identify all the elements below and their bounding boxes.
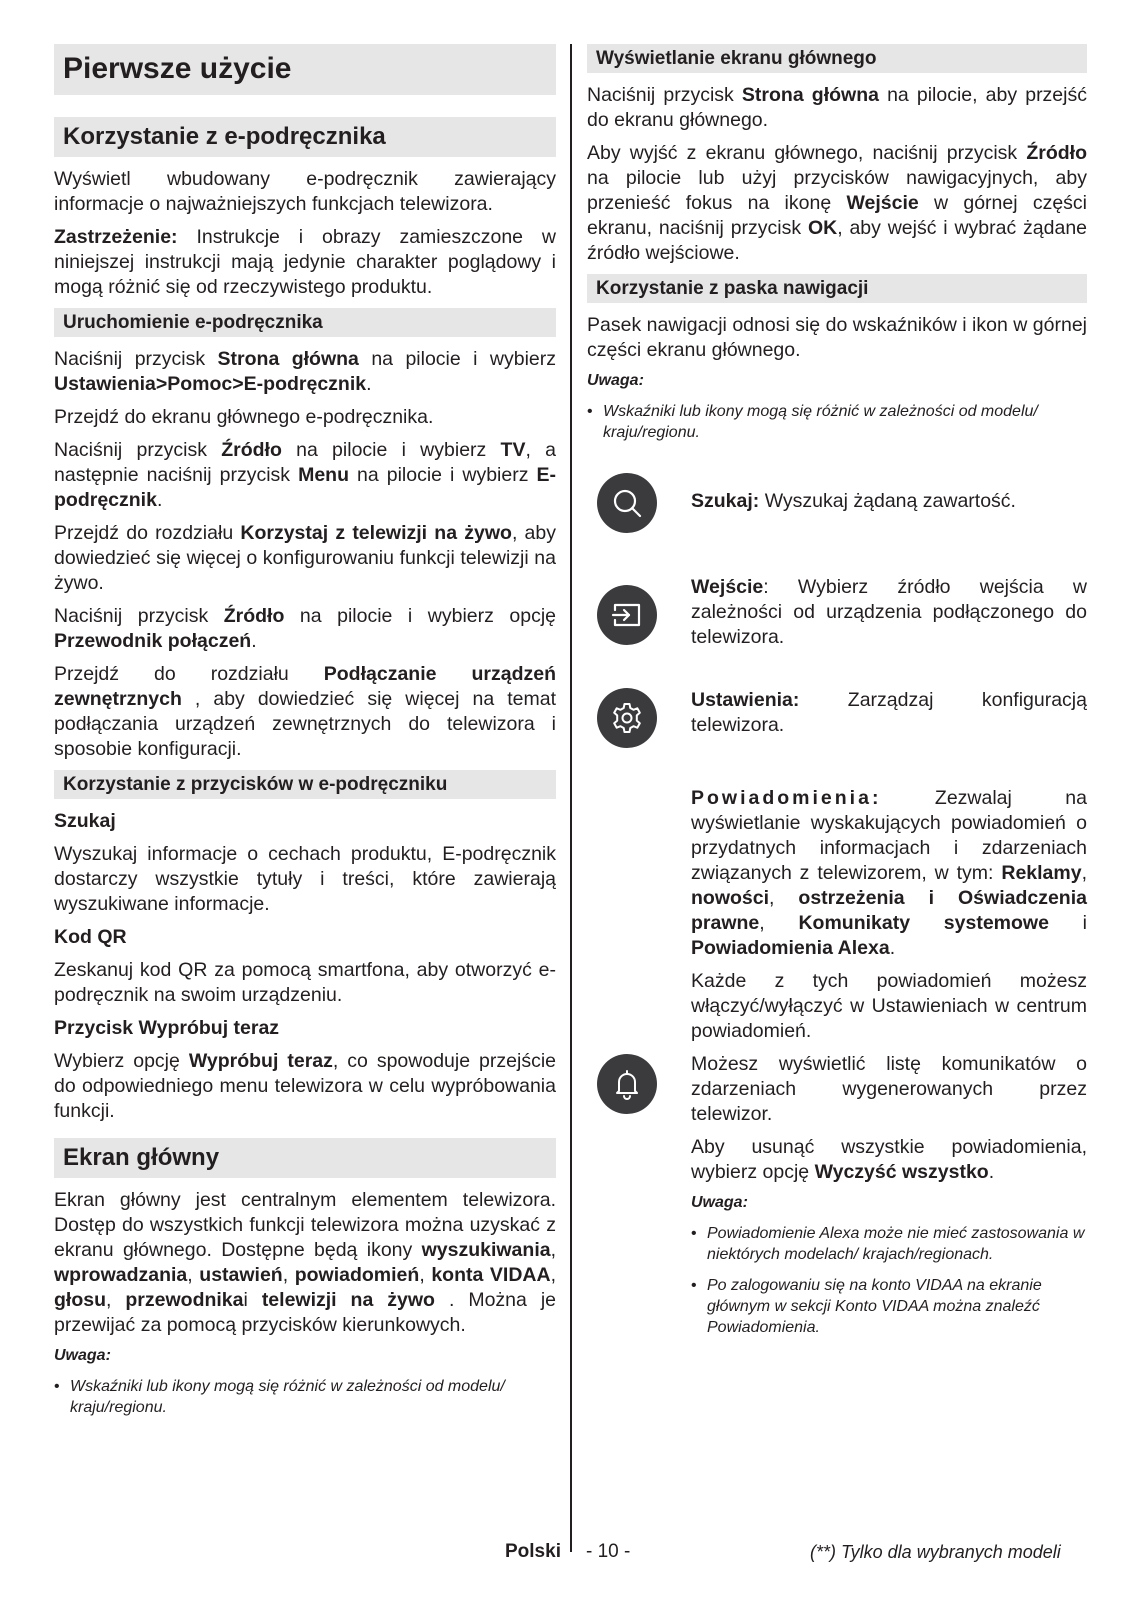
bold-text: Powiadomienia Alexa (691, 937, 890, 959)
note-label: Uwaga: (54, 1347, 111, 1364)
input-row (587, 575, 1087, 650)
qr-title: Kod QR (54, 926, 127, 948)
gear-icon (597, 688, 657, 748)
bell-icon (597, 1054, 657, 1114)
text: Naciśnij przycisk (54, 348, 218, 370)
bold-text: Przewodnik połączeń (54, 630, 252, 652)
text: , (769, 887, 799, 909)
text: na pilocie i wybierz (358, 348, 557, 370)
buttons-heading: Korzystanie z przycisków w e-podręczniku (54, 770, 556, 799)
text: na pilocie lub użyj przycisków nawigacyjnych, aby przenieść fokus na ikonę (587, 167, 1087, 214)
notifications-paragraph-1 (691, 786, 1087, 961)
launch-paragraph-4 (54, 521, 556, 596)
text: i (243, 1289, 262, 1311)
text: . (988, 1161, 995, 1183)
bold-text: wprowadzania (54, 1264, 188, 1286)
home-heading: Ekran główny (54, 1138, 556, 1178)
bold-text: E-podręcznik (54, 464, 556, 511)
bold-text: przewodnika (125, 1289, 244, 1311)
text: Wybierz opcję (54, 1050, 189, 1072)
bold-text: OK (807, 217, 838, 239)
disclaimer-text: Instrukcje i obrazy zamieszczone w niniejszej instrukcji mają jedynie charakter poglądowy i mogą różnić się od rzeczywistego produktu. (54, 226, 556, 298)
text: , (282, 1264, 295, 1286)
launch-paragraph-1 (54, 347, 556, 397)
notifications-bullet-1: • Powiadomienie Alexa może nie mieć zastosowania w niektórych modelach/ krajach/regionach. (691, 1223, 1087, 1265)
footer-language: Polski (505, 1541, 561, 1562)
manual-intro: Wyświetl wbudowany e-podręcznik zawierający informacje o najważniejszych funkcjach telewizora. (54, 168, 556, 215)
launch-paragraph-6 (54, 662, 556, 762)
text: , co spowoduje przejście do odpowiedniego menu telewizora w celu wypróbowania funkcji. (54, 1050, 556, 1122)
launch-paragraph-5 (54, 604, 556, 654)
settings-row (587, 688, 1087, 752)
display-paragraph-1 (587, 83, 1087, 133)
bold-text: Źródło (223, 605, 285, 627)
bold-text: konta VIDAA (431, 1264, 551, 1286)
launch-paragraph-3 (54, 438, 556, 513)
bold-text: Wyczyść wszystko (814, 1161, 989, 1183)
notifications-description (691, 786, 1087, 1338)
disclaimer (54, 225, 556, 300)
try-text (54, 1049, 556, 1124)
text: . Można je przewijać za pomocą przycisków kierunkowych. (54, 1289, 556, 1336)
notifications-bullet-2: • Po zalogowaniu się na konto VIDAA na ekranie głównym w sekcji Konto VIDAA można znaleźć Powiadomienia. (691, 1275, 1087, 1338)
text: Naciśnij przycisk (587, 84, 742, 106)
navbar-text: Pasek nawigacji odnosi się do wskaźników i ikon w górnej części ekranu głównego. (587, 314, 1087, 361)
bold-text: nowości (691, 887, 770, 909)
search-icon (597, 473, 657, 533)
search-row (587, 473, 1087, 537)
text: . (889, 937, 896, 959)
display-paragraph-2 (587, 141, 1087, 266)
bold-text: Strona główna (217, 348, 359, 370)
text: na pilocie, aby przejść do ekranu głównego. (587, 84, 1087, 131)
text: Naciśnij przycisk (54, 439, 222, 461)
bold-text: Źródło (1026, 142, 1087, 164)
text: , (550, 1264, 556, 1286)
text: na pilocie i wybierz opcję (284, 605, 557, 627)
notifications-paragraph-4 (691, 1135, 1087, 1185)
bold-text: ustawień (199, 1264, 283, 1286)
launch-heading: Uruchomienie e-podręcznika (54, 308, 556, 337)
text: , aby dowiedzieć się więcej o konfigurowaniu funkcji telewizji na żywo. (54, 522, 556, 594)
disclaimer-label: Zastrzeżenie: (54, 226, 178, 248)
note-label: Uwaga: (587, 372, 644, 389)
input-description (691, 575, 1087, 650)
text: i (1048, 912, 1088, 934)
navbar-heading: Korzystanie z paska nawigacji (587, 274, 1087, 303)
bold-text: Źródło (221, 439, 282, 461)
bold-text: Strona główna (741, 84, 879, 106)
text: , aby dowiedzieć się więcej na temat podłączania urządzeń zewnętrznych do telewizora i sposobie konfiguracji. (54, 688, 556, 760)
text: , (187, 1264, 200, 1286)
search-text: Wyszukaj żądaną zawartość. (759, 490, 1016, 512)
text: . (366, 373, 372, 395)
bold-text: powiadomień (294, 1264, 420, 1286)
qr-text: Zeskanuj kod QR za pomocą smartfona, aby otworzyć e-podręcznik na swoim urządzeniu. (54, 959, 556, 1006)
text: . (251, 630, 257, 652)
bold-text: Reklamy (1001, 862, 1082, 884)
manual-heading: Korzystanie z e-podręcznika (54, 117, 556, 157)
settings-label: Ustawienia: (691, 689, 800, 711)
text: , a następnie naciśnij przycisk (54, 439, 556, 486)
left-column (54, 44, 556, 1428)
text: Aby usunąć wszystkie powiadomienia, wybierz opcję (691, 1136, 1087, 1183)
note-bullet: • Wskaźniki lub ikony mogą się różnić w zależności od modelu/ kraju/regionu. (54, 1376, 556, 1418)
input-label: Wejście (691, 576, 764, 598)
input-text: : Wybierz źródło wejścia w zależności od urządzenia podłączonego do telewizora. (691, 576, 1087, 648)
search-text: Wyszukaj informacje o cechach produktu, E-podręcznik dostarczy wszystkie tytuły i treści, które zawierają wyszukiwane informacje. (54, 843, 556, 915)
text: , (419, 1264, 432, 1286)
column-divider (570, 44, 572, 1552)
settings-description (691, 688, 1087, 738)
text: Naciśnij przycisk (54, 605, 224, 627)
notifications-paragraph-3: Możesz wyświetlić listę komunikatów o zdarzeniach wygenerowanych przez telewizor. (691, 1053, 1087, 1125)
text: na pilocie i wybierz (281, 439, 501, 461)
text: Aby wyjść z ekranu głównego, naciśnij przycisk (587, 142, 1027, 164)
notifications-label: Powiadomienia: (691, 787, 882, 809)
notifications-note-label: Uwaga: (691, 1194, 748, 1211)
text: , (1081, 862, 1087, 884)
right-column (587, 44, 1087, 1348)
bold-text: głosu (54, 1289, 106, 1311)
text: Przejdź do rozdziału (54, 663, 324, 685)
text: Ekran główny jest centralnym elementem telewizora. Dostęp do wszystkich funkcji telewizora można uzyskać z ekranu głównego. Dostępne będą ikony (54, 1189, 556, 1261)
bold-text: wyszukiwania (421, 1239, 551, 1261)
bold-text: Komunikaty systemowe (798, 912, 1049, 934)
settings-text: Zarządzaj konfiguracją telewizora. (691, 689, 1087, 736)
bold-text: Wejście (846, 192, 919, 214)
bold-text: TV (500, 439, 526, 461)
bold-text: Ustawienia>Pomoc>E-podręcznik (54, 373, 367, 395)
note-bullet: • Wskaźniki lub ikony mogą się różnić w zależności od modelu/ kraju/regionu. (587, 401, 1087, 443)
search-description (691, 473, 1087, 514)
text: Zezwalaj na wyświetlanie wyskakujących powiadomień o przydatnych informacjach i zdarzeniach związanych z telewizorem, w tym: (691, 787, 1087, 884)
text: , (759, 912, 799, 934)
text: w górnej części ekranu, naciśnij przycisk (587, 192, 1088, 239)
footer-note: (**) Tylko dla wybranych modeli (810, 1542, 1061, 1562)
bold-text: Wypróbuj teraz (188, 1050, 333, 1072)
text: . (156, 489, 163, 511)
bold-text: Podłączanie urządzeń zewnętrznych (54, 663, 556, 710)
text: , aby wejść i wybrać żądane źródło wejściowe. (587, 217, 1088, 264)
page-title: Pierwsze użycie (54, 44, 556, 95)
search-title: Szukaj (54, 810, 116, 832)
text: na pilocie i wybierz (349, 464, 537, 486)
display-heading: Wyświetlanie ekranu głównego (587, 44, 1087, 73)
text: , (550, 1239, 556, 1261)
text: , (106, 1289, 126, 1311)
search-label: Szukaj: (691, 490, 760, 512)
bold-text: ostrzeżenia i Oświadczenia prawne (691, 887, 1087, 934)
home-text (54, 1188, 556, 1338)
bold-text: Korzystaj z telewizji na żywo (240, 522, 512, 544)
launch-paragraph-2: Przejdź do ekranu głównego e-podręcznika. (54, 406, 434, 428)
text: Przejdź do rozdziału (54, 522, 241, 544)
notifications-row (587, 786, 1087, 1338)
notifications-paragraph-2: Każde z tych powiadomień możesz włączyć/wyłączyć w Ustawieniach w centrum powiadomień. (691, 970, 1087, 1042)
try-title: Przycisk Wypróbuj teraz (54, 1017, 280, 1039)
input-icon (597, 585, 657, 645)
footer-page-number: - 10 - (586, 1541, 631, 1562)
bold-text: Menu (298, 464, 349, 486)
bold-text: telewizji na żywo (261, 1289, 435, 1311)
